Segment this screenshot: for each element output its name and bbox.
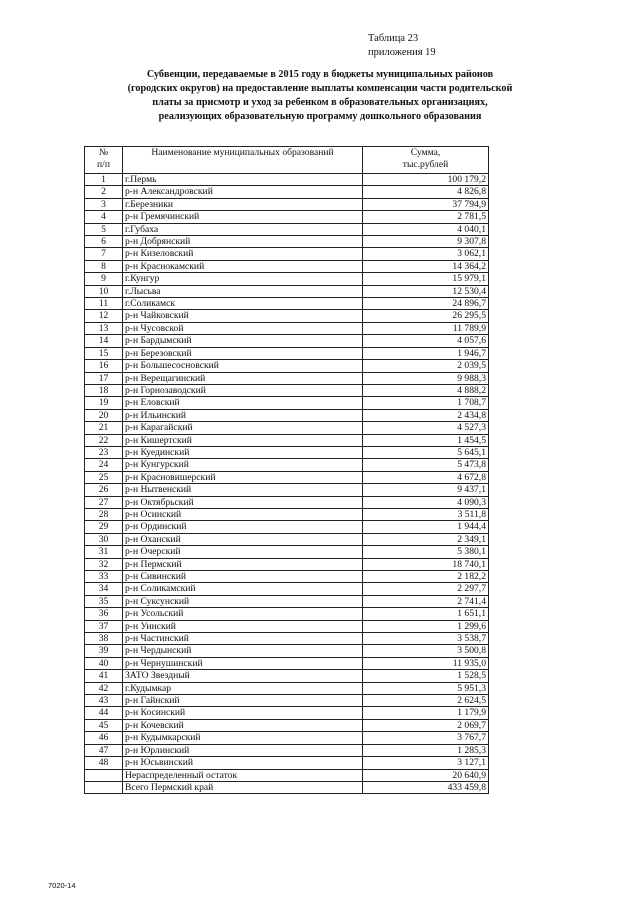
row-sum: 4 888,2 <box>363 384 489 396</box>
row-sum: 11 789,9 <box>363 322 489 334</box>
table-row <box>85 372 489 384</box>
table-row <box>85 484 489 496</box>
table-row <box>85 273 489 285</box>
row-number: 23 <box>85 446 123 458</box>
row-name: р-н Нытвенский <box>123 484 363 496</box>
row-name: р-н Частинский <box>123 633 363 645</box>
row-number: 28 <box>85 508 123 520</box>
row-sum: 9 437,1 <box>363 484 489 496</box>
row-name: р-н Кизеловский <box>123 248 363 260</box>
row-name: г.Губаха <box>123 223 363 235</box>
row-number: 12 <box>85 310 123 322</box>
row-number <box>85 769 123 781</box>
row-sum: 1 651,1 <box>363 608 489 620</box>
row-sum: 5 473,8 <box>363 459 489 471</box>
table-row <box>85 521 489 533</box>
footer-code: 7020-14 <box>48 881 76 890</box>
table-row <box>85 571 489 583</box>
row-name: р-н Чердынский <box>123 645 363 657</box>
row-sum: 2 741,4 <box>363 595 489 607</box>
table-row <box>85 223 489 235</box>
title-line: платы за присмотр и уход за ребенком в образовательных организациях, <box>152 97 488 108</box>
row-number: 44 <box>85 707 123 719</box>
row-number: 21 <box>85 422 123 434</box>
row-name: р-н Сивинский <box>123 571 363 583</box>
row-sum: 11 935,0 <box>363 657 489 669</box>
row-sum: 4 040,1 <box>363 223 489 235</box>
header-sum-line2: тыс.рублей <box>402 159 449 170</box>
row-number: 14 <box>85 335 123 347</box>
table-row <box>85 322 489 334</box>
table-row <box>85 546 489 558</box>
table-row <box>85 186 489 198</box>
row-number: 27 <box>85 496 123 508</box>
row-number: 41 <box>85 670 123 682</box>
table-row <box>85 236 489 248</box>
table-row <box>85 533 489 545</box>
row-name: р-н Очерский <box>123 546 363 558</box>
row-number: 43 <box>85 695 123 707</box>
row-sum: 1 299,6 <box>363 620 489 632</box>
table-row <box>85 397 489 409</box>
row-number: 17 <box>85 372 123 384</box>
table-row <box>85 719 489 731</box>
row-name: р-н Осинский <box>123 508 363 520</box>
table-row <box>85 310 489 322</box>
row-sum: 1 708,7 <box>363 397 489 409</box>
row-sum: 1 454,5 <box>363 434 489 446</box>
title-line: реализующих образовательную программу дошкольного образования <box>158 111 482 122</box>
row-name: г.Пермь <box>123 174 363 186</box>
row-sum: 2 434,8 <box>363 409 489 421</box>
table-row <box>85 682 489 694</box>
row-sum: 1 285,3 <box>363 744 489 756</box>
row-sum: 2 624,5 <box>363 695 489 707</box>
row-sum: 3 127,1 <box>363 757 489 769</box>
table-row <box>85 620 489 632</box>
row-number: 36 <box>85 608 123 620</box>
table-row <box>85 260 489 272</box>
row-name: р-н Юсьвинский <box>123 757 363 769</box>
row-sum: 1 179,9 <box>363 707 489 719</box>
table-row <box>85 285 489 297</box>
row-number: 2 <box>85 186 123 198</box>
row-name: р-н Косинский <box>123 707 363 719</box>
header-number <box>85 147 123 174</box>
row-sum: 3 062,1 <box>363 248 489 260</box>
table-row <box>85 657 489 669</box>
table-row <box>85 732 489 744</box>
row-name: р-н Гремячинский <box>123 211 363 223</box>
table-row <box>85 248 489 260</box>
table-row <box>85 645 489 657</box>
row-sum: 15 979,1 <box>363 273 489 285</box>
row-sum: 1 944,4 <box>363 521 489 533</box>
row-number: 37 <box>85 620 123 632</box>
row-number: 16 <box>85 360 123 372</box>
row-name: р-н Кочевский <box>123 719 363 731</box>
row-sum: 20 640,9 <box>363 769 489 781</box>
row-sum: 100 179,2 <box>363 174 489 186</box>
table-row <box>85 558 489 570</box>
row-sum: 2 349,1 <box>363 533 489 545</box>
row-name: р-н Верещагинский <box>123 372 363 384</box>
row-sum: 12 530,4 <box>363 285 489 297</box>
row-number: 39 <box>85 645 123 657</box>
table-row <box>85 595 489 607</box>
table-row <box>85 409 489 421</box>
row-name: р-н Березовский <box>123 347 363 359</box>
table-row <box>85 744 489 756</box>
table-row <box>85 360 489 372</box>
row-sum: 4 090,3 <box>363 496 489 508</box>
row-name: р-н Чернушинский <box>123 657 363 669</box>
row-number: 1 <box>85 174 123 186</box>
header-name: Наименование муниципальных образований <box>123 147 363 174</box>
row-number: 25 <box>85 471 123 483</box>
row-number: 3 <box>85 198 123 210</box>
row-name: р-н Горнозаводский <box>123 384 363 396</box>
header-number-line2: п/п <box>97 159 110 170</box>
table-header-row <box>85 147 489 174</box>
row-number: 32 <box>85 558 123 570</box>
table-row <box>85 781 489 793</box>
row-name: г.Кудымкар <box>123 682 363 694</box>
row-number: 30 <box>85 533 123 545</box>
row-number: 8 <box>85 260 123 272</box>
row-number: 19 <box>85 397 123 409</box>
row-sum: 4 826,8 <box>363 186 489 198</box>
table-row <box>85 508 489 520</box>
row-sum: 4 527,3 <box>363 422 489 434</box>
title-line: (городских округов) на предоставление выплаты компенсации части родительской <box>127 83 513 94</box>
row-number: 7 <box>85 248 123 260</box>
table-row <box>85 471 489 483</box>
row-name: р-н Краснокамский <box>123 260 363 272</box>
row-number: 6 <box>85 236 123 248</box>
table-row <box>85 335 489 347</box>
row-sum: 2 069,7 <box>363 719 489 731</box>
row-number: 38 <box>85 633 123 645</box>
table-row <box>85 174 489 186</box>
row-number: 26 <box>85 484 123 496</box>
table-row <box>85 198 489 210</box>
row-number: 11 <box>85 298 123 310</box>
row-number: 10 <box>85 285 123 297</box>
document-title <box>60 68 580 124</box>
row-name: р-н Пермский <box>123 558 363 570</box>
row-sum: 5 951,3 <box>363 682 489 694</box>
row-sum: 37 794,9 <box>363 198 489 210</box>
row-name: р-н Большесосновский <box>123 360 363 372</box>
row-sum: 3 767,7 <box>363 732 489 744</box>
row-sum: 4 672,8 <box>363 471 489 483</box>
row-number: 47 <box>85 744 123 756</box>
header-block <box>368 32 436 60</box>
row-number: 31 <box>85 546 123 558</box>
row-name: Всего Пермский край <box>123 781 363 793</box>
appendix-label: приложения 19 <box>368 47 436 58</box>
table-row <box>85 347 489 359</box>
row-sum: 14 364,2 <box>363 260 489 272</box>
table-row <box>85 298 489 310</box>
row-number: 45 <box>85 719 123 731</box>
row-number: 42 <box>85 682 123 694</box>
row-name: ЗАТО Звездный <box>123 670 363 682</box>
row-name: р-н Октябрьский <box>123 496 363 508</box>
row-name: р-н Александровский <box>123 186 363 198</box>
table-row <box>85 583 489 595</box>
row-sum: 1 528,5 <box>363 670 489 682</box>
row-name: Нераспределенный остаток <box>123 769 363 781</box>
row-number: 46 <box>85 732 123 744</box>
row-name: г.Лысьва <box>123 285 363 297</box>
row-name: р-н Усольский <box>123 608 363 620</box>
row-name: р-н Куединский <box>123 446 363 458</box>
row-sum: 5 380,1 <box>363 546 489 558</box>
row-number: 29 <box>85 521 123 533</box>
table-row <box>85 496 489 508</box>
row-name: р-н Ильинский <box>123 409 363 421</box>
row-number: 34 <box>85 583 123 595</box>
row-sum: 2 297,7 <box>363 583 489 595</box>
table-row <box>85 211 489 223</box>
row-sum: 2 039,5 <box>363 360 489 372</box>
table-row <box>85 434 489 446</box>
row-number: 20 <box>85 409 123 421</box>
table-row <box>85 384 489 396</box>
row-number: 13 <box>85 322 123 334</box>
row-name: р-н Бардымский <box>123 335 363 347</box>
row-number: 33 <box>85 571 123 583</box>
row-name: р-н Соликамский <box>123 583 363 595</box>
row-number: 35 <box>85 595 123 607</box>
row-number: 5 <box>85 223 123 235</box>
row-name: р-н Оханский <box>123 533 363 545</box>
row-name: р-н Добрянский <box>123 236 363 248</box>
row-name: р-н Ординский <box>123 521 363 533</box>
row-number: 15 <box>85 347 123 359</box>
table-row <box>85 446 489 458</box>
row-name: р-н Чайковский <box>123 310 363 322</box>
subsidies-table <box>84 146 489 794</box>
header-number-line1: № <box>98 147 109 158</box>
table-row <box>85 608 489 620</box>
table-row <box>85 459 489 471</box>
row-sum: 3 511,8 <box>363 508 489 520</box>
title-line: Субвенции, передаваемые в 2015 году в бюджеты муниципальных районов <box>146 69 494 80</box>
row-name: г.Соликамск <box>123 298 363 310</box>
row-name: р-н Еловский <box>123 397 363 409</box>
table-row <box>85 633 489 645</box>
row-name: р-н Красновишерский <box>123 471 363 483</box>
row-sum: 3 538,7 <box>363 633 489 645</box>
row-name: р-н Суксунский <box>123 595 363 607</box>
row-sum: 18 740,1 <box>363 558 489 570</box>
row-name: р-н Кунгурский <box>123 459 363 471</box>
row-number: 9 <box>85 273 123 285</box>
row-number: 48 <box>85 757 123 769</box>
row-sum: 2 781,5 <box>363 211 489 223</box>
row-number: 18 <box>85 384 123 396</box>
table-row <box>85 670 489 682</box>
row-sum: 2 182,2 <box>363 571 489 583</box>
row-number: 24 <box>85 459 123 471</box>
row-name: р-н Уинский <box>123 620 363 632</box>
row-sum: 1 946,7 <box>363 347 489 359</box>
table-row <box>85 757 489 769</box>
row-number: 4 <box>85 211 123 223</box>
table-row <box>85 707 489 719</box>
row-number: 40 <box>85 657 123 669</box>
row-name: р-н Карагайский <box>123 422 363 434</box>
row-sum: 4 057,6 <box>363 335 489 347</box>
row-sum: 9 988,3 <box>363 372 489 384</box>
row-number: 22 <box>85 434 123 446</box>
row-name: р-н Кишертский <box>123 434 363 446</box>
row-sum: 24 896,7 <box>363 298 489 310</box>
row-name: г.Березники <box>123 198 363 210</box>
row-name: р-н Чусовской <box>123 322 363 334</box>
row-sum: 433 459,8 <box>363 781 489 793</box>
row-name: р-н Юрлинский <box>123 744 363 756</box>
row-sum: 9 307,8 <box>363 236 489 248</box>
row-number <box>85 781 123 793</box>
row-name: р-н Кудымкарский <box>123 732 363 744</box>
row-sum: 3 500,8 <box>363 645 489 657</box>
table-row <box>85 769 489 781</box>
header-sum-line1: Сумма, <box>410 147 441 158</box>
table-label: Таблица 23 <box>368 33 419 44</box>
header-sum <box>363 147 489 174</box>
row-name: р-н Гайнский <box>123 695 363 707</box>
row-sum: 5 645,1 <box>363 446 489 458</box>
table-row <box>85 695 489 707</box>
table-row <box>85 422 489 434</box>
row-name: г.Кунгур <box>123 273 363 285</box>
row-sum: 26 295,5 <box>363 310 489 322</box>
